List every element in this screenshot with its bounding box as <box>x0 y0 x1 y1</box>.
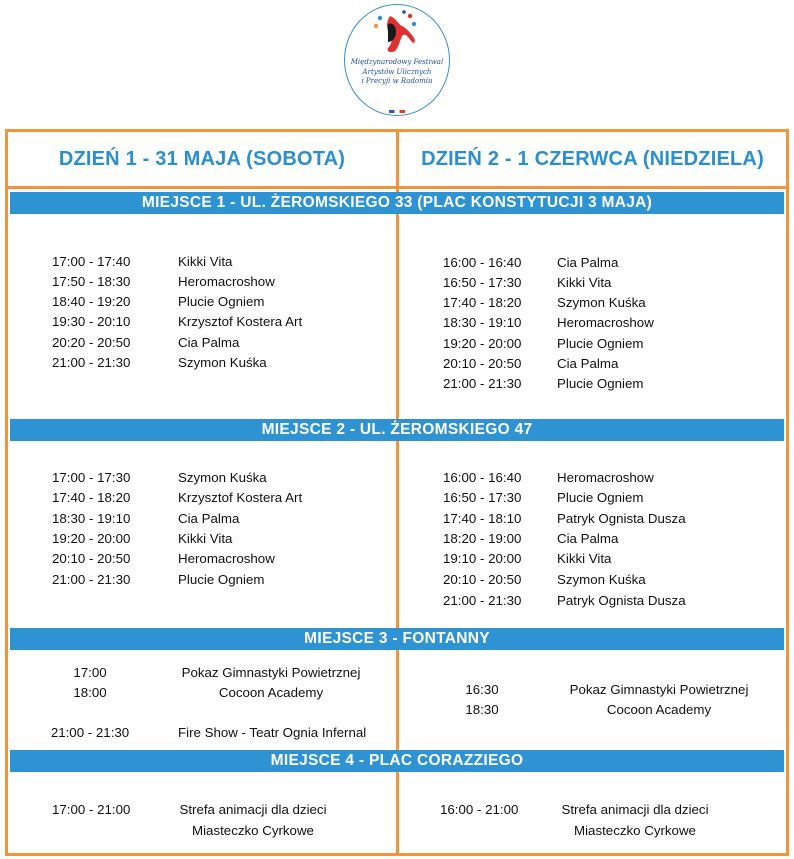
act: Cocoon Academy <box>218 685 324 700</box>
time: 20:20 - 20:50 <box>52 335 131 350</box>
logo-text <box>350 58 444 87</box>
time: 17:40 - 18:10 <box>443 511 522 526</box>
act: Patryk Ognista Dusza <box>557 511 686 526</box>
act: Plucie Ogniem <box>178 294 265 309</box>
time: 19:30 - 20:10 <box>52 314 131 329</box>
logo-line-1: Międzynarodowy Festiwal <box>350 58 444 66</box>
time: 16:50 - 17:30 <box>443 275 522 290</box>
time: 20:10 - 20:50 <box>52 551 131 566</box>
venue-1-band: MIEJSCE 1 - UL. ŻEROMSKIEGO 33 (PLAC KONSTYTUCJI 3 MAJA) <box>10 192 784 214</box>
act: Kikki Vita <box>178 531 233 546</box>
time: 18:30 - 19:10 <box>52 511 131 526</box>
time: 18:00 <box>73 685 107 700</box>
act: Strefa animacji dla dzieci <box>561 802 709 817</box>
act: Szymon Kuśka <box>557 572 646 587</box>
time: 20:10 - 20:50 <box>443 572 522 587</box>
act: Patryk Ognista Dusza <box>557 593 686 608</box>
act: Pokaz Gimnastyki Powietrznej <box>569 682 749 697</box>
act: Plucie Ogniem <box>557 490 644 505</box>
act: Cia Palma <box>557 255 619 270</box>
festival-logo <box>342 2 452 120</box>
act: Heromacroshow <box>178 551 275 566</box>
time: 18:40 - 19:20 <box>52 294 131 309</box>
time: 19:20 - 20:00 <box>52 531 131 546</box>
time: 17:00 - 17:40 <box>52 254 131 269</box>
time: 17:00 - 17:30 <box>52 470 131 485</box>
time: 21:00 - 21:30 <box>52 355 131 370</box>
act: Cia Palma <box>178 335 240 350</box>
time: 21:00 - 21:30 <box>443 593 522 608</box>
act: Cocoon Academy <box>606 702 712 717</box>
time: 17:50 - 18:30 <box>52 274 131 289</box>
act: Kikki Vita <box>557 551 612 566</box>
venue-2-band: MIEJSCE 2 - UL. ŻEROMSKIEGO 47 <box>10 419 784 441</box>
venue-4-band: MIEJSCE 4 - PLAC CORAZZIEGO <box>10 750 784 772</box>
time-text: 16:00 - 21:00 <box>440 802 519 817</box>
act: Cia Palma <box>178 511 240 526</box>
time: 18:20 - 19:00 <box>443 531 522 546</box>
act: Miasteczko Cyrkowe <box>192 823 314 838</box>
act: Kikki Vita <box>178 254 233 269</box>
act: Strefa animacji dla dzieci <box>179 802 327 817</box>
venue-3-band: MIEJSCE 3 - FONTANNY <box>10 628 784 650</box>
time: 18:30 <box>465 702 499 717</box>
act: Kikki Vita <box>557 275 612 290</box>
time: 21:00 - 21:30 <box>52 572 131 587</box>
time: 16:00 - 16:40 <box>443 470 522 485</box>
act: Szymon Kuśka <box>557 295 646 310</box>
act: Krzysztof Kostera Art <box>178 490 303 505</box>
act: Szymon Kuśka <box>178 355 267 370</box>
act: Plucie Ogniem <box>557 336 644 351</box>
time: 21:00 - 21:30 <box>443 376 522 391</box>
act-text: Fire Show - Teatr Ognia Infernal <box>178 725 367 740</box>
juggler-figure-icon <box>366 8 426 62</box>
time: 18:30 - 19:10 <box>443 315 522 330</box>
logo-line-3: i Precyji w Radomiu <box>361 77 433 85</box>
act: Cia Palma <box>557 356 619 371</box>
time: 17:40 - 18:20 <box>443 295 522 310</box>
time: 17:00 <box>73 665 107 680</box>
time: 19:10 - 20:00 <box>443 551 522 566</box>
time: 17:40 - 18:20 <box>52 490 131 505</box>
column-divider <box>396 129 399 856</box>
act: Szymon Kuśka <box>178 470 267 485</box>
time: 16:30 <box>465 682 499 697</box>
act: Heromacroshow <box>178 274 275 289</box>
act: Krzysztof Kostera Art <box>178 314 303 329</box>
day1-header: DZIEŃ 1 - 31 MAJA (SOBOTA) <box>58 147 346 170</box>
time: 19:20 - 20:00 <box>443 336 522 351</box>
act: Plucie Ogniem <box>178 572 265 587</box>
day2-header: DZIEŃ 2 - 1 CZERWCA (NIEDZIELA) <box>421 147 764 170</box>
logo-line-2: Artystów Ulicznych <box>362 67 432 76</box>
act: Heromacroshow <box>557 470 654 485</box>
flag-icon <box>389 110 405 113</box>
time: 20:10 - 20:50 <box>443 356 522 371</box>
act: Cia Palma <box>557 531 619 546</box>
time: 16:00 - 16:40 <box>443 255 522 270</box>
act: Pokaz Gimnastyki Powietrznej <box>181 665 361 680</box>
act: Heromacroshow <box>557 315 654 330</box>
time-text: 17:00 - 21:00 <box>52 802 131 817</box>
act: Miasteczko Cyrkowe <box>574 823 696 838</box>
time: 16:50 - 17:30 <box>443 490 522 505</box>
time: 21:00 - 21:30 <box>50 725 130 740</box>
act: Plucie Ogniem <box>557 376 644 391</box>
